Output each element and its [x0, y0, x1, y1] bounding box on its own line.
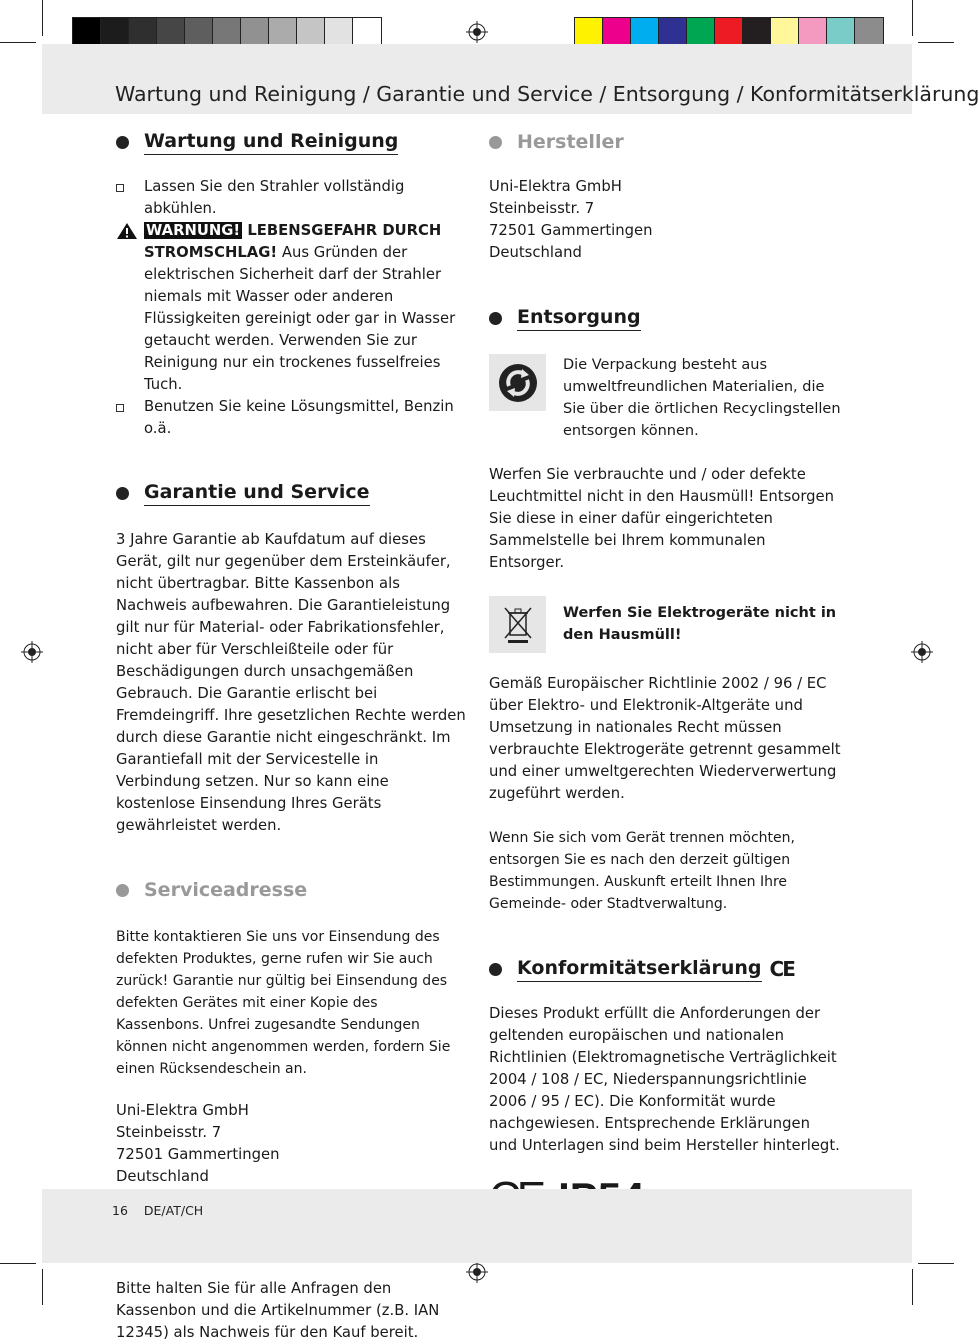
page-title: Wartung und Reinigung / Garantie und Service / Entsorgung / Konformitätserklärung [115, 82, 979, 106]
ce-mark-icon: CE [769, 957, 794, 981]
section-title: Garantie und Service [144, 480, 370, 506]
crop-mark [918, 42, 954, 43]
color-swatch [185, 18, 213, 46]
service-text: Bitte kontaktieren Sie uns vor Einsendung des defekten Produktes, gerne rufen wir Sie auch zurück! Garantie nur gültig bei Einsendung des defekten Gerätes mit einer Kopie des Kassenbons. Unfrei zugesandte Sendungen können nicht angenommen werden, fordern Sie einen Rücksendeschein an. [116, 929, 451, 1077]
company-name: Uni-Elektra GmbH [116, 1102, 249, 1119]
color-swatch [603, 18, 631, 46]
packaging-text: Die Verpackung besteht aus umweltfreundlichen Materialien, die Sie über die örtlichen Recyclingstellen entsorgen können. [563, 357, 841, 439]
bullet-icon [489, 136, 502, 149]
bullet-icon [116, 136, 129, 149]
street: Steinbeisstr. 7 [489, 200, 595, 217]
section-heading-konformitaet [489, 955, 841, 983]
warning-triangle-icon [116, 222, 138, 240]
bullet-icon [489, 963, 502, 976]
color-swatch [269, 18, 297, 46]
crop-mark [912, 0, 913, 36]
section-heading-entsorgung [489, 304, 841, 332]
weee-warning: Werfen Sie Elektrogeräte nicht in den Hausmüll! [563, 605, 837, 643]
color-swatch [129, 18, 157, 46]
list-item-text: Lassen Sie den Strahler vollständig abkühlen. [144, 178, 405, 217]
color-swatch [687, 18, 715, 46]
country: Deutschland [489, 244, 582, 261]
crop-mark [42, 0, 43, 36]
section-title: Serviceadresse [144, 878, 308, 901]
crop-mark [912, 1269, 913, 1305]
crossed-bin-icon [489, 596, 546, 653]
color-swatch [101, 18, 129, 46]
checkbox-square-icon [116, 184, 124, 192]
color-swatch [855, 18, 883, 46]
section-heading-hersteller [489, 128, 841, 156]
section-heading-wartung [116, 128, 466, 156]
left-column [116, 128, 466, 1344]
section-heading-serviceadresse [116, 876, 466, 904]
garantie-text: 3 Jahre Garantie ab Kaufdatum auf dieses Gerät, gilt nur gegenüber dem Ersteinkäufer, nicht übertragbar. Bitte Kassenbon als Nachweis aufbewahren. Die Garantieleistung gilt nur für Material- oder Fabrikationsfehler, nicht aber für Verschleißteile oder für Beschädigungen durch unsachgemäßen Gebrauch. Die Garantie erlischt bei Fremdeingriff. Ihre gesetzlichen Rechte werden durch diese Garantie nicht eingeschränkt. Im Garantiefall mit der Servicestelle in Verbindung setzen. Nur so kann eine kostenlose Einsendung Ihres Geräts gewährleistet werden. [116, 531, 466, 834]
bullet-icon [489, 312, 502, 325]
color-swatch [297, 18, 325, 46]
color-swatch [353, 18, 381, 46]
footer [112, 1203, 219, 1218]
weee-row [489, 596, 841, 653]
warning-text: Aus Gründen der elektrischen Sicherheit darf der Strahler niemals mit Wasser oder anderen Flüssigkeiten gereinigt oder gar in Wasser getaucht werden. Verwenden Sie zur Reinigung nur ein trockenes fusselfreies Tuch. [144, 244, 456, 393]
service-note: Bitte halten Sie für alle Anfragen den Kassenbon und die Artikelnummer (z.B. IAN 12345) als Nachweis für den Kauf bereit. [116, 1280, 440, 1341]
right-column [489, 128, 841, 1209]
section-title: Wartung und Reinigung [144, 129, 398, 155]
section-title: Konformitätserklärung [517, 956, 762, 982]
color-swatch [241, 18, 269, 46]
street: Steinbeisstr. 7 [116, 1124, 222, 1141]
locale-label: DE/AT/CH [143, 1203, 204, 1218]
color-swatch [799, 18, 827, 46]
section-heading-garantie [116, 479, 466, 507]
registration-mark-icon [466, 1261, 488, 1283]
crop-mark [918, 1263, 954, 1264]
section-title: Hersteller [517, 130, 624, 153]
city: 72501 Gammertingen [116, 1146, 280, 1163]
checkbox-square-icon [116, 404, 124, 412]
gray-color-bar [72, 17, 382, 47]
country: Deutschland [116, 1168, 209, 1185]
list-item [116, 176, 466, 220]
warning-item [116, 220, 466, 396]
page-number: 16 [112, 1203, 128, 1218]
bullet-icon [116, 884, 129, 897]
list-item [116, 396, 466, 440]
color-swatch [771, 18, 799, 46]
registration-mark-icon [21, 641, 43, 663]
disposal-text: Wenn Sie sich vom Gerät trennen möchten, entsorgen Sie es nach den derzeit gültigen Bestimmungen. Auskunft erteilt Ihnen Ihre Gemeinde- oder Stadtverwaltung. [489, 830, 795, 912]
color-swatch [659, 18, 687, 46]
crop-mark [0, 42, 36, 43]
city: 72501 Gammertingen [489, 222, 653, 239]
registration-mark-icon [911, 641, 933, 663]
crop-mark [0, 1263, 36, 1264]
green-dot-recycling-icon [489, 354, 546, 411]
footer-bar [42, 1189, 912, 1263]
crop-mark [42, 1269, 43, 1305]
packaging-row [489, 354, 841, 442]
company-name: Uni-Elektra GmbH [489, 178, 622, 195]
cmyk-color-bar [574, 17, 884, 47]
color-swatch [743, 18, 771, 46]
color-swatch [631, 18, 659, 46]
warning-badge: WARNUNG! [146, 222, 241, 239]
color-swatch [827, 18, 855, 46]
lamps-text: Werfen Sie verbrauchte und / oder defekte Leuchtmittel nicht in den Hausmüll! Entsorgen Sie diese in einer dafür eingerichteten Sammelstelle bei Ihrem kommunalen Entsorger. [489, 466, 835, 571]
color-swatch [715, 18, 743, 46]
manufacturer-address [489, 176, 841, 264]
warning-headline: LEBENSGEFAHR DURCH STROMSCHLAG! [144, 222, 442, 261]
color-swatch [157, 18, 185, 46]
color-swatch [213, 18, 241, 46]
color-swatch [575, 18, 603, 46]
registration-mark-icon [466, 21, 488, 43]
conformity-text: Dieses Produkt erfüllt die Anforderungen der geltenden europäischen und nationalen Richtlinien (Elektromagnetische Verträglichkeit 2004 / 108 / EC, Niederspannungsrichtlinie 2006 / 95 / EC). Die Konformität wurde nachgewiesen. Entsprechende Erklärungen und Unterlagen sind beim Hersteller hinterlegt. [489, 1005, 840, 1154]
color-swatch [325, 18, 353, 46]
section-title: Entsorgung [517, 305, 641, 331]
color-swatch [73, 18, 101, 46]
bullet-icon [116, 487, 129, 500]
directive-text: Gemäß Europäischer Richtlinie 2002 / 96 / EC über Elektro- und Elektronik-Altgeräte und Umsetzung in nationales Recht müssen verbrauchte Elektrogeräte getrennt gesammelt und einer umweltgerechten Wiederverwertung zugeführt werden. [489, 675, 841, 802]
list-item-text: Benutzen Sie keine Lösungsmittel, Benzin o.ä. [144, 398, 454, 437]
